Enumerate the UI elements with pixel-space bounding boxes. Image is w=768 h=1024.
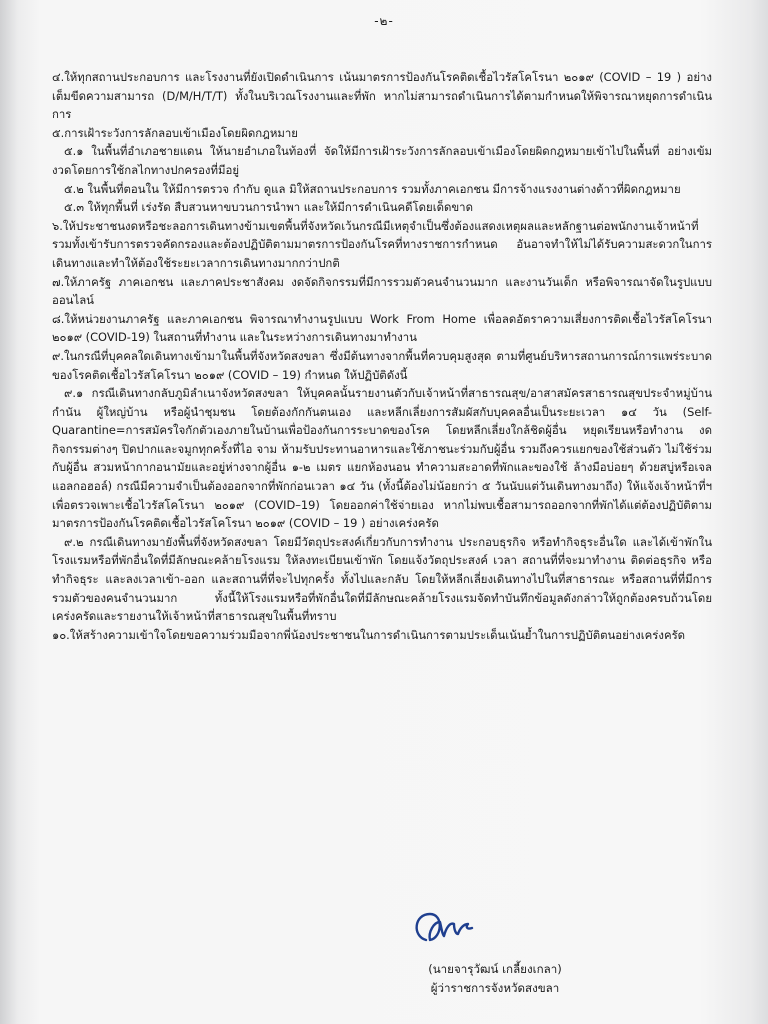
paragraph-p5-3: ๕.๓ ให้ทุกพื้นที่ เร่งรัด สืบสวนหาขบวนการนำพา และให้มีการดำเนินคดีโดยเด็ดขาด xyxy=(64,200,473,215)
paragraph-p5: ๕.การเฝ้าระวังการลักลอบเข้าเมืองโดยผิดกฎหมาย xyxy=(52,125,298,140)
paragraph-p8: ๘.ให้หน่วยงานภาครัฐ และภาคเอกชน พิจารณาทำงานรูปแบบ Work From Home เพื่อลดอัตราความเสี่ยงการติดเชื้อไวรัสโคโรนา ๒๐๑๙ (COVID-19) ในสถานที่ทำงาน และในระหว่างการเดินทางมาทำงาน xyxy=(52,311,712,345)
document-body xyxy=(52,68,712,644)
paragraph-p7: ๗.ให้ภาครัฐ ภาคเอกชน และภาคประชาสังคม งดจัดกิจกรรมที่มีการรวมตัวคนจำนวนมาก และงานวันเด็ก หรือพิจารณาจัดในรูปแบบออนไลน์ xyxy=(52,274,712,308)
paragraph-p9: ๙.ในกรณีที่บุคคลใดเดินทางเข้ามาในพื้นที่จังหวัดสงขลา ซึ่งมีต้นทางจากพื้นที่ควบคุมสูงสุด ตามที่ศูนย์บริหารสถานการณ์การแพร่ระบาดของโรคติดเชื้อไวรัสโคโรนา ๒๐๑๙ (COVID – 19) กำหนด ให้ปฏิบัติดังนี้ xyxy=(52,348,712,382)
page-number: -๒- xyxy=(374,14,394,28)
paragraph-p5-1: ๕.๑ ในพื้นที่อำเภอชายแดน ให้นายอำเภอในท้องที่ จัดให้มีการเฝ้าระวังการลักลอบเข้าเมืองโดยผิดกฎหมายเข้าไปในพื้นที่ อย่างเข้มงวดโดยการใช้กลไกทางปกครองที่มีอยู่ xyxy=(52,144,712,177)
signer-position: ผู้ว่าราชการจังหวัดสงขลา xyxy=(430,981,560,995)
paragraph-p9-2: ๙.๒ กรณีเดินทางมายังพื้นที่จังหวัดสงขลา โดยมีวัตถุประสงค์เกี่ยวกับการทำงาน ประกอบธุรกิจ หรือทำกิจธุระอื่นใด และได้เข้าพักในโรงแรมหรือที่พักอื่นใดที่มีลักษณะคล้ายโรงแรม ให้ลงทะเบียนเข้าพัก โดยแจ้งวัตถุประสงค์ เวลา สถานที่ที่จะมาทำงาน ติดต่อธุรกิจ หรือทำกิจธุระ และลงเวลาเข้า-ออก และสถานที่ที่จะไปทุกครั้ง ทั้งไปและกลับ โดยให้หลีกเลี่ยงเดินทางไปในที่สาธารณะ หรือสถานที่ที่มีการรวมตัวของคนจำนวนมาก ทั้งนี้ให้โรงแรมหรือที่พักอื่นใดที่มีลักษณะคล้ายโรงแรมจัดทำบันทึกข้อมูลดังกล่าวให้ถูกต้องครบถ้วนโดยเคร่งครัดและรายงานให้เจ้าหน้าที่สาธารณสุขในพื้นที่ทราบ xyxy=(52,534,712,624)
handwritten-signature xyxy=(406,900,496,960)
paragraph-p10: ๑๐.ให้สร้างความเข้าใจโดยขอความร่วมมือจากพี่น้องประชาชนในการดำเนินการตามประเด็นเน้นย้ำในการปฏิบัติตนอย่างเคร่งครัด xyxy=(52,627,686,642)
paragraph-p4: ๔.ให้ทุกสถานประกอบการ และโรงงานที่ยังเปิดดำเนินการ เน้นมาตรการป้องกันโรคติดเชื้อไวรัสโคโรนา ๒๐๑๙ (COVID – 19 ) อย่างเต็มขีดความสามารถ (D/M/H/T/T) ทั้งในบริเวณโรงงานและที่พัก หากไม่สามารถดำเนินการได้ตามกำหนดให้พิจารณาหยุดการดำเนินการ xyxy=(52,70,712,122)
paragraph-p6: ๖.ให้ประชาชนงดหรือชะลอการเดินทางข้ามเขตพื้นที่จังหวัดเว้นกรณีมีเหตุจำเป็นซึ่งต้องแสดงเหตุผลและหลักฐานต่อพนักงานเจ้าหน้าที่ รวมทั้งเข้ารับการตรวจคัดกรองและต้องปฏิบัติตามมาตรการป้องกันโรคที่ทางราชการกำหนด อันอาจทำให้ไม่ได้รับความสะดวกในการเดินทางและทำให้ต้องใช้ระยะเวลาการเดินทางมากกว่าปกติ xyxy=(52,218,712,270)
signer-name: (นายจารุวัฒน์ เกลี้ยงเกลา) xyxy=(428,962,562,976)
paragraph-p5-2: ๕.๒ ในพื้นที่ตอนใน ให้มีการตรวจ กำกับ ดูแล มิให้สถานประกอบการ รวมทั้งภาคเอกชน มีการจ้างแรงงานต่างด้าวที่ผิดกฎหมาย xyxy=(64,181,681,196)
signature-block xyxy=(380,900,610,998)
paragraph-p9-1: ๙.๑ กรณีเดินทางกลับภูมิลำเนาจังหวัดสงขลา ให้บุคคลนั้นรายงานตัวกับเจ้าหน้าที่สาธารณสุข/อาสาสมัครสาธารณสุขประจำหมู่บ้าน กำนัน ผู้ใหญ่บ้าน หรือผู้นำชุมชน โดยต้องกักกันตนเอง และหลีกเลี่ยงการสัมผัสกับบุคคลอื่นเป็นระยะเวลา ๑๔ วัน (Self-Quarantine=การสมัครใจกักตัวเองภายในบ้านเพื่อป้องกันการระบาดของโรค โดยหลีกเลี่ยงใกล้ชิดผู้อื่น หยุดเรียนหรือทำงาน งดกิจกรรมต่างๆ ปิดปากและจมูกทุกครั้งที่ไอ จาม ห้ามรับประทานอาหารและใช้ภาชนะร่วมกับผู้อื่น รวมถึงควรแยกของใช้ส่วนตัว ไม่ใช้ร่วมกับผู้อื่น สวมหน้ากากอนามัยและอยู่ห่างจากผู้อื่น ๑-๒ เมตร แยกห้องนอน ทำความสะอาดที่พักและของใช้ ล้างมือบ่อยๆ ด้วยสบู่หรือเจลแอลกอฮอล์) กรณีมีความจำเป็นต้องออกจากที่พักก่อนเวลา ๑๔ วัน (ทั้งนี้ต้องไม่น้อยกว่า ๕ วันนับแต่วันเดินทางมาถึง) ให้แจ้งเจ้าหน้าที่ฯ เพื่อตรวจเพาะเชื้อไวรัสโคโรนา ๒๐๑๙ (COVID–19) โดยออกค่าใช้จ่ายเอง หากไม่พบเชื้อสามารถออกจากที่พักได้แต่ต้องปฏิบัติตามมาตรการป้องกันโรคติดเชื้อไวรัสโคโรนา ๒๐๑๙ (COVID – 19 ) อย่างเคร่งครัด xyxy=(52,386,713,531)
